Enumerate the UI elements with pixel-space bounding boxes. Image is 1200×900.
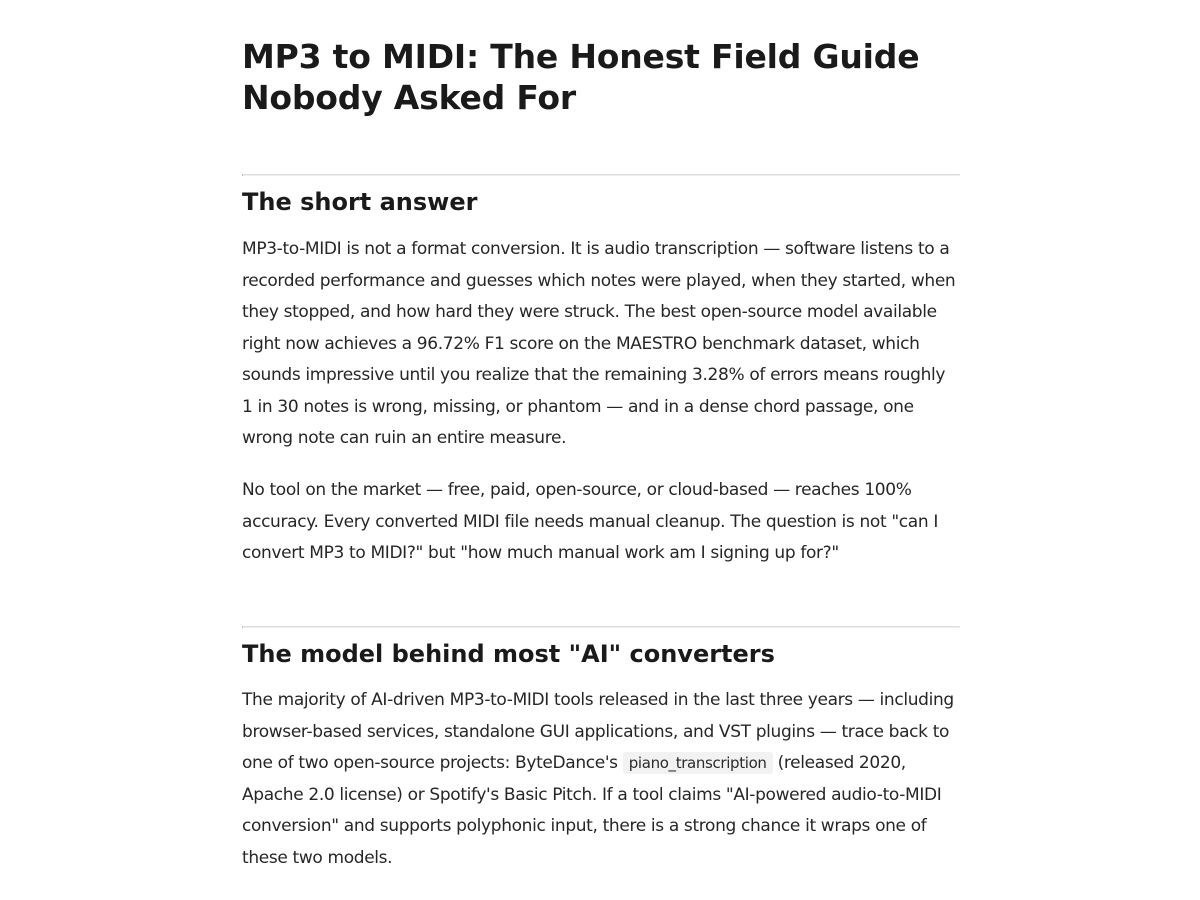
section-divider (242, 174, 960, 176)
section-heading-ai-converters: The model behind most "AI" converters (242, 640, 775, 668)
section-divider (242, 626, 960, 628)
article-title: MP3 to MIDI: The Honest Field Guide Nobody Asked For (242, 37, 920, 117)
paragraph-transcription-explainer: MP3-to-MIDI is not a format conversion. It is audio transcription — software listens to a recorded performance and guesses which notes were played, when they started, when they stopped, and how hard they were struck. The best open-source model available right now achieves a 96.72% F1 score on the MAESTRO benchmark dataset, which sounds impressive until you realize that the remaining 3.28% of errors means roughly 1 in 30 notes is wrong, missing, or phantom — and in a dense chord passage, one wrong note can ruin an entire measure. (242, 239, 956, 448)
inline-code-piano-transcription: piano_transcription (623, 752, 773, 774)
paragraph-accuracy-caveat: No tool on the market — free, paid, open-source, or cloud-based — reaches 100% accuracy. Every converted MIDI file needs manual cleanup. The question is not "can I convert MP3 to MIDI?" but "how much manual work am I signing up for?" (242, 480, 939, 563)
paragraph-text-before-code: The majority of AI-driven MP3-to-MIDI tools released in the last three years — including browser-based services, standalone GUI applications, and VST plugins — trace back to one of two open-source projects: ByteDance's (242, 690, 954, 773)
paragraph-text-after-code: (released 2020, Apache 2.0 license) or Spotify's Basic Pitch. If a tool claims "AI-powered audio-to-MIDI conversion" and supports polyphonic input, there is a strong chance it wraps one of these two models. (242, 753, 942, 868)
section-heading-short-answer: The short answer (242, 188, 478, 216)
paragraph-model-origins (242, 685, 958, 874)
